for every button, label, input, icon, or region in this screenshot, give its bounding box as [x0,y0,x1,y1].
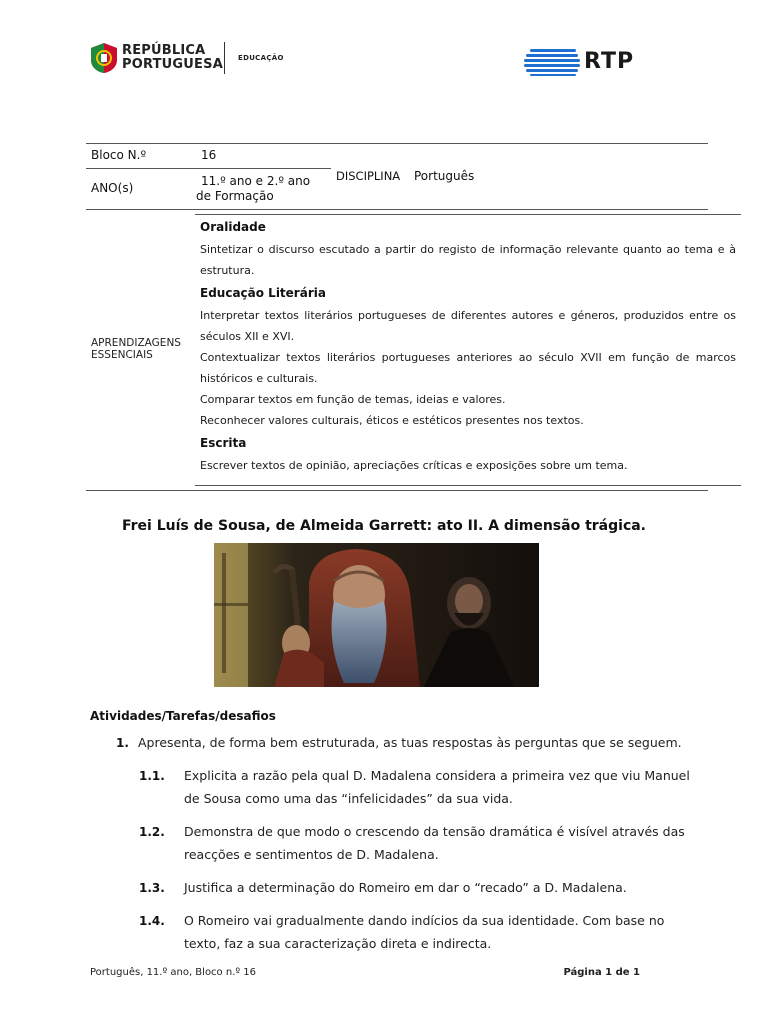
rtp-stripes-icon [524,48,580,76]
portugal-emblem-icon [90,42,118,74]
question-number-1-1: 1.1. [139,769,165,783]
document-title: Frei Luís de Sousa, de Almeida Garrett: ato II. A dimensão trágica. [121,518,647,534]
educacao-literaria-item-3: Comparar textos em função de temas, ideias e valores. [200,393,506,406]
table-rule-3 [195,214,741,215]
anos-label: ANO(s) [91,181,134,195]
anos-value-line1: 11.º ano e 2.º ano [201,174,311,188]
escrita-item-1: Escrever textos de opinião, apreciações críticas e exposições sobre um tema. [200,459,628,472]
disciplina-label: DISCIPLINA [336,169,401,183]
question-1-2-line2: reacções e sentimentos de D. Madalena. [184,847,439,862]
table-row-rule [86,168,331,169]
republica-portuguesa-logo [90,40,290,80]
question-1-2-line1: Demonstra de que modo o crescendo da tensão dramática é visível através das [184,824,685,839]
gov-logo-line1: REPÚBLICA [122,43,206,58]
logo-divider [224,42,225,74]
anos-value-line2: de Formação [196,189,274,203]
question-1-4-line2: texto, faz a sua caracterização direta e indirecta. [184,936,492,951]
footer-left: Português, 11.º ano, Bloco n.º 16 [90,967,256,978]
question-number-1-2: 1.2. [139,825,165,839]
educacao-literaria-item-1: Interpretar textos literários portugueses de diferentes autores e géneros, produzidos entre os séculos XII e XVI. [200,309,736,343]
table-rule-4 [195,485,741,486]
rtp-wordmark: RTP [584,49,635,74]
gov-department: EDUCAÇÃO [238,54,284,62]
question-text-1-2 [184,820,685,866]
main-question-number: 1. [116,736,129,750]
bloco-value: 16 [201,148,217,162]
question-number-1-4: 1.4. [139,914,165,928]
main-question-text: Apresenta, de forma bem estruturada, as tuas respostas às perguntas que se seguem. [138,735,682,750]
table-bottom-rule [86,490,708,491]
question-1-1-line2: de Sousa como uma das “infelicidades” da sua vida. [184,791,513,806]
section-title-educacao-literaria: Educação Literária [200,286,326,300]
aprendizagens-label [91,337,181,361]
table-top-rule [86,143,708,144]
section-title-oralidade: Oralidade [200,220,266,234]
educacao-literaria-item-2: Contextualizar textos literários portugueses anteriores ao século XVII em função de marcos históricos e culturais. [200,351,736,385]
scene-photo [214,543,539,687]
question-text-1-1 [184,764,690,810]
educacao-literaria-item-4: Reconhecer valores culturais, éticos e estéticos presentes nos textos. [200,414,584,427]
page-number: Página 1 de 1 [563,967,640,978]
oralidade-item-1: Sintetizar o discurso escutado a partir do registo de informação relevante quanto ao tema e à estrutura. [200,243,736,277]
rtp-logo [524,48,644,76]
activities-heading: Atividades/Tarefas/desafios [90,709,276,723]
question-text-1-4 [184,909,664,955]
scene-photo-illustration [214,543,539,687]
disciplina-value: Português [414,169,475,183]
table-rule-2 [86,209,708,210]
question-number-1-3: 1.3. [139,881,165,895]
aprendizagens-label-line1: APRENDIZAGENS [91,337,181,349]
gov-logo-line2: PORTUGUESA [122,57,223,72]
bloco-label: Bloco N.º [91,148,147,162]
question-1-4-line1: O Romeiro vai gradualmente dando indícios da sua identidade. Com base no [184,913,665,928]
question-1-1-line1: Explicita a razão pela qual D. Madalena considera a primeira vez que viu Manuel [184,768,690,783]
section-title-escrita: Escrita [200,436,247,450]
question-text-1-3: Justifica a determinação do Romeiro em dar o “recado” a D. Madalena. [184,880,627,895]
aprendizagens-label-line2: ESSENCIAIS [91,349,153,361]
